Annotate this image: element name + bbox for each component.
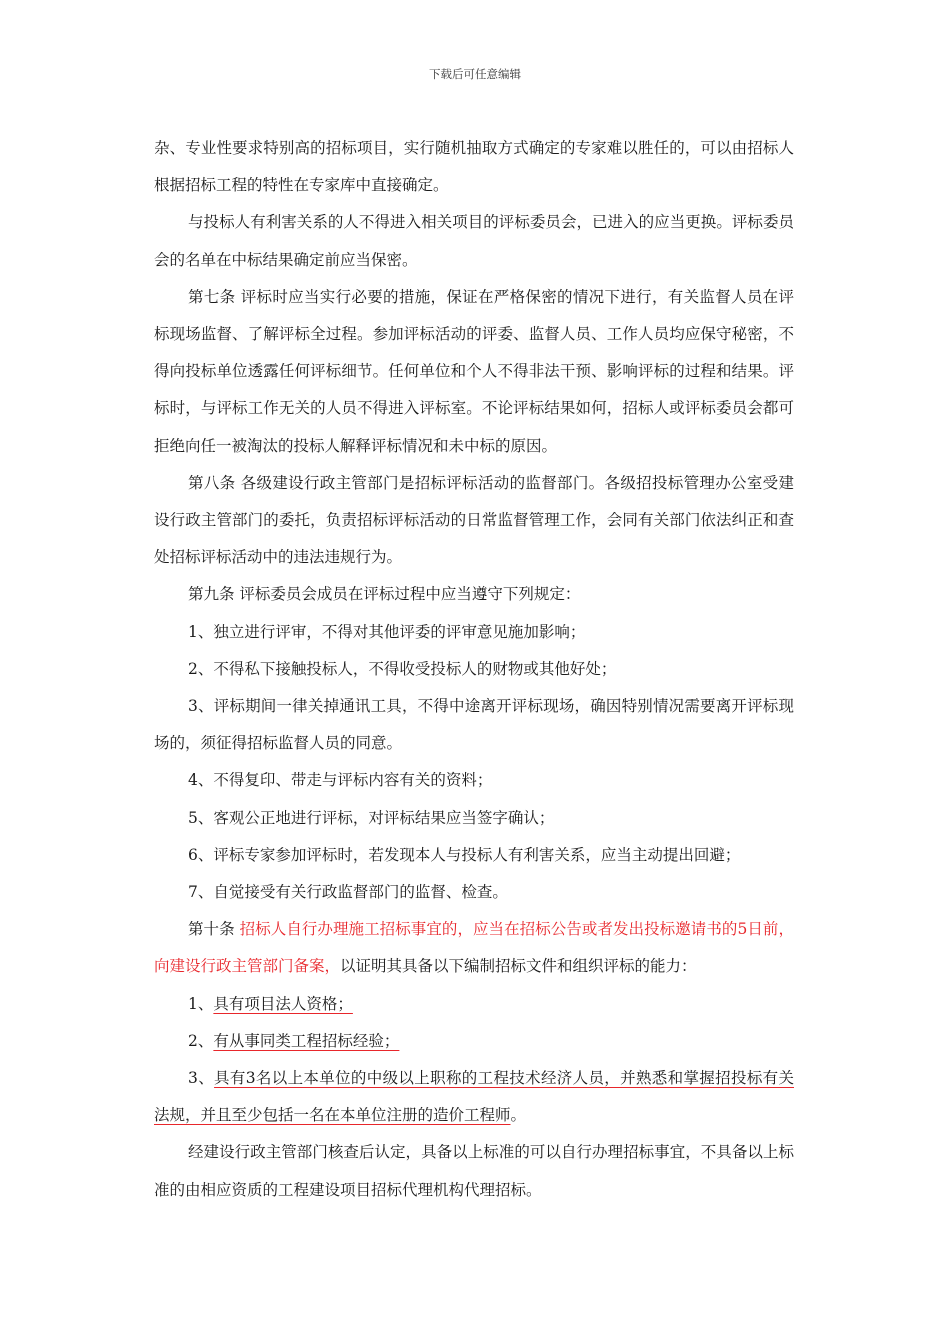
document-body	[154, 130, 794, 1209]
paragraph-conflict-of-interest: 与投标人有利害关系的人不得进入相关项目的评标委员会，已进入的应当更换。评标委员会的名单在中标结果确定前应当保密。	[154, 213, 794, 269]
article-nine: 第九条 评标委员会成员在评标过程中应当遵守下列规定：	[188, 585, 581, 604]
paragraph-verification: 经建设行政主管部门核查后认定，具备以上标准的可以自行办理招标事宜，不具备以上标准的由相应资质的工程建设项目招标代理机构代理招标。	[154, 1143, 794, 1199]
article-seven: 第七条 评标时应当实行必要的措施，保证在严格保密的情况下进行，有关监督人员在评标现场监督、了解评标全过程。参加评标活动的评委、监督人员、工作人员均应保守秘密，不得向投标单位透露任何评标细节。任何单位和个人不得非法干预、影响评标的过程和结果。评标时，与评标工作无关的人员不得进入评标室。不论评标结果如何，招标人或评标委员会都可拒绝向任一被淘汰的投标人解释评标情况和未中标的原因。	[154, 287, 794, 455]
rule-item-2: 2、不得私下接触投标人，不得收受投标人的财物或其他好处；	[188, 659, 617, 678]
article-ten-highlight: 招标人自行办理施工招标事宜的，应当在招标公告或者发出投标邀请书的5日前，向建设行政主管部门备案，	[154, 920, 794, 976]
capability-item-2-text: 有从事同类工程招标经验；	[213, 1031, 400, 1050]
capability-item-1	[154, 986, 794, 1023]
rule-item-6: 6、评标专家参加评标时，若发现本人与投标人有利害关系，应当主动提出回避；	[188, 845, 741, 864]
article-ten	[154, 911, 794, 985]
capability-item-3-number: 3、	[188, 1069, 215, 1088]
capability-item-3-text: 具有3名以上本单位的中级以上职称的工程技术经济人员，并熟悉和掌握招投标有关法规，并且至少包括一名在本单位注册的造价工程师	[154, 1069, 794, 1125]
rule-item-3: 3、评标期间一律关掉通讯工具，不得中途离开评标现场，确因特别情况需要离开评标现场的，须征得招标监督人员的同意。	[154, 697, 794, 753]
capability-item-2-number: 2、	[188, 1031, 214, 1050]
paragraph-continuation: 杂、专业性要求特别高的招标项目，实行随机抽取方式确定的专家难以胜任的，可以由招标人根据招标工程的特性在专家库中直接确定。	[154, 139, 794, 195]
capability-item-2	[154, 1023, 794, 1060]
article-ten-rest: 以证明其具备以下编制招标文件和组织评标的能力：	[340, 957, 697, 976]
rule-item-1: 1、独立进行评审，不得对其他评委的评审意见施加影响；	[188, 622, 586, 641]
capability-item-1-number: 1、	[188, 994, 214, 1013]
rule-item-4: 4、不得复印、带走与评标内容有关的资料；	[188, 771, 493, 790]
rule-item-7: 7、自觉接受有关行政监督部门的监督、检查。	[188, 883, 508, 902]
article-ten-label: 第十条	[188, 920, 240, 939]
page-header: 下载后可任意编辑	[429, 67, 521, 81]
rule-item-5: 5、客观公正地进行评标，对评标结果应当签字确认；	[188, 808, 555, 827]
article-eight: 第八条 各级建设行政主管部门是招标评标活动的监督部门。各级招投标管理办公室受建设行政主管部门的委托，负责招标评标活动的日常监督管理工作，会同有关部门依法纠正和查处招标评标活动中的违法违规行为。	[154, 473, 794, 567]
capability-item-1-text: 具有项目法人资格；	[213, 994, 353, 1013]
capability-item-3-end: 。	[510, 1106, 527, 1125]
capability-item-3	[154, 1060, 794, 1134]
